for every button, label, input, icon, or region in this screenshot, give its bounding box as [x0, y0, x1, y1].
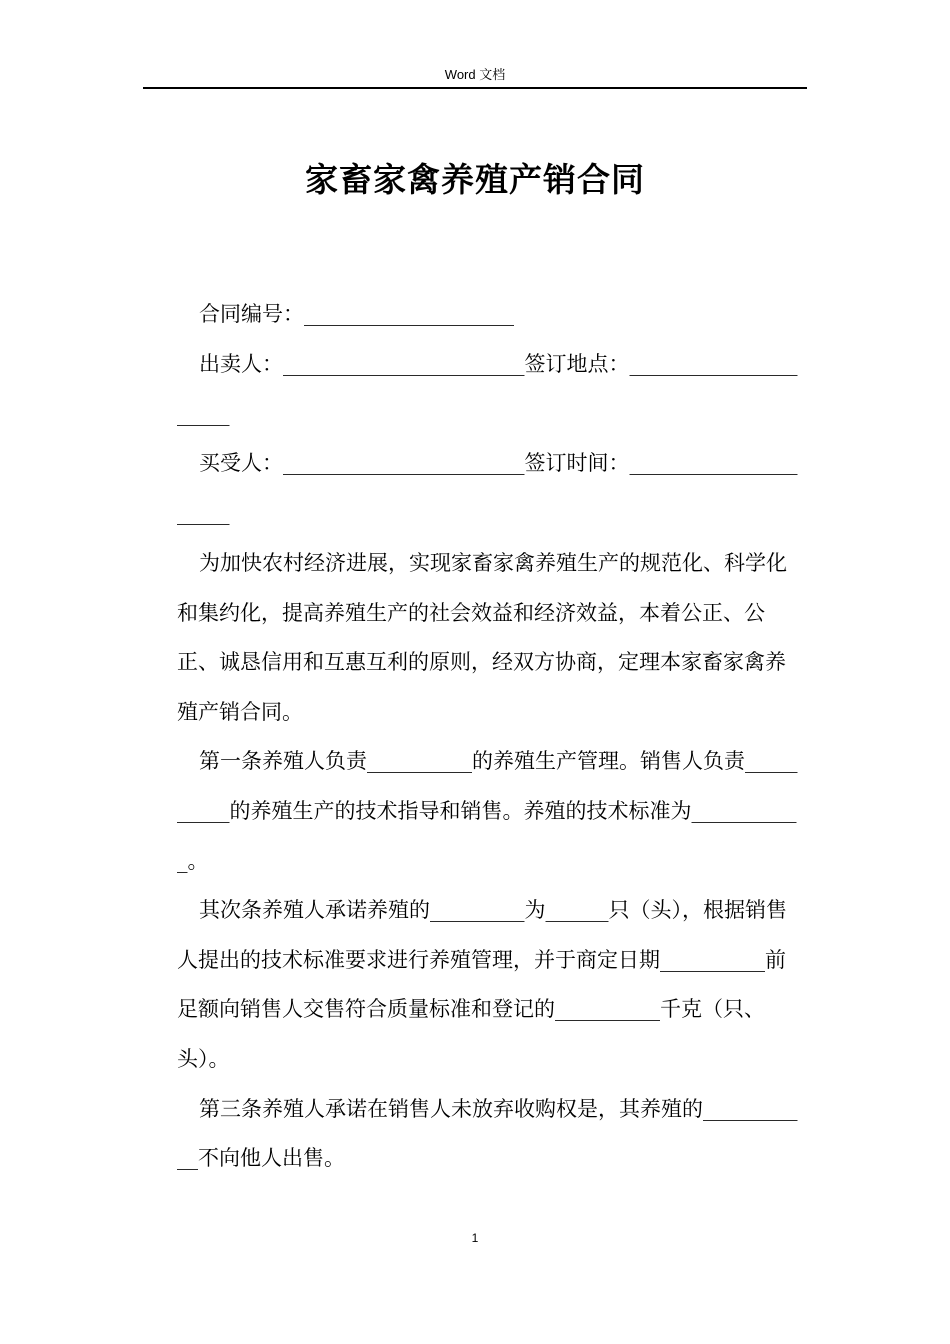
contract-number-field: 合同编号：____________________ [199, 302, 514, 326]
intro-paragraph: 为加快农村经济进展，实现家畜家禽养殖生产的规范化、科学化和集约化，提高养殖生产的社会效益和经济效益，本着公正、公正、诚恳信用和互惠互利的原则，经双方协商，定理本家畜家禽养殖产销合同。 [177, 550, 787, 724]
document-body [177, 290, 805, 1184]
page-header: Word 文档 [444, 67, 506, 82]
page-number: 1 [471, 1231, 479, 1245]
article-1-paragraph: 第一条养殖人负责__________的养殖生产管理。销售人负责__________的养殖生产的技术指导和销售。养殖的技术标准为___________。 [177, 749, 798, 873]
seller-field: 出卖人：_______________________签订地点：_____________________ [177, 351, 798, 426]
document-title: 家畜家禽养殖产销合同 [305, 160, 645, 199]
buyer-field: 买受人：_______________________签订时间：_____________________ [177, 451, 798, 526]
article-2-paragraph: 其次条养殖人承诺养殖的_________为______只（头），根据销售人提出的技术标准要求进行养殖管理，并于商定日期__________前足额向销售人交售符合质量标准和登记的__________千克（只、头）。 [177, 898, 787, 1071]
contract-fields [177, 290, 805, 539]
header-divider [143, 87, 807, 89]
article-3-paragraph: 第三条养殖人承诺在销售人未放弃收购权是，其养殖的___________不向他人出售。 [177, 1096, 798, 1171]
